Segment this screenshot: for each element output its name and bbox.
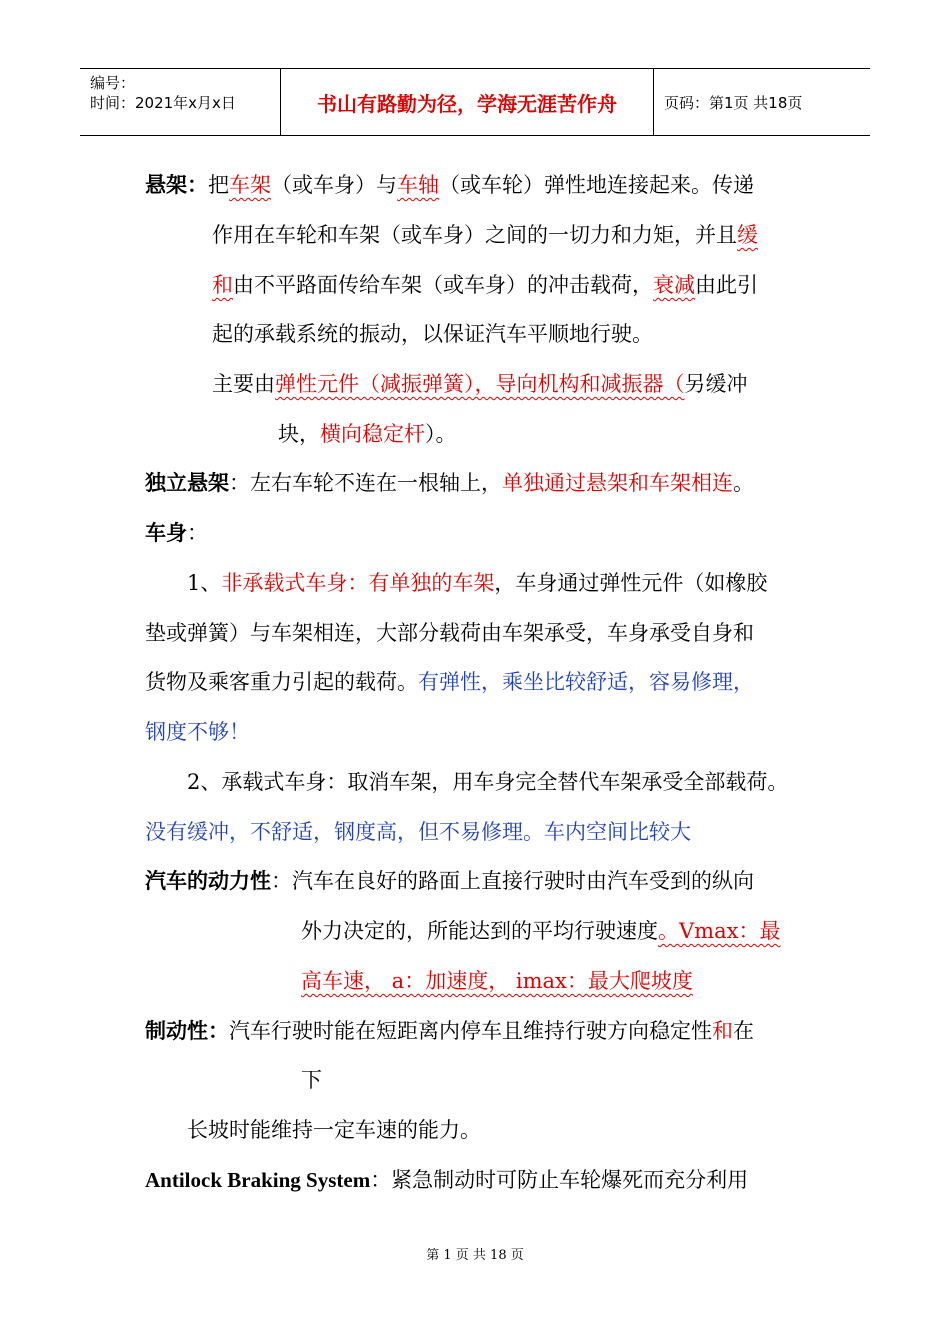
text: （或车轮）弹性地连接起来。传递 — [439, 173, 754, 197]
term-vmax: 。Vmax：最 — [658, 919, 781, 943]
text: 另缓冲 — [684, 372, 748, 396]
body-1-line-1 — [187, 568, 767, 598]
text: ：左右车轮不连在一根轴上， — [229, 471, 502, 495]
suspension-line-4: 起的承载系统的振动，以保证汽车平顺地行驶。 — [212, 322, 653, 346]
number-label: 编号： — [90, 74, 136, 92]
text: 作用在车轮和车架（或车身）之间的一切力和力矩，并且 — [212, 223, 737, 247]
suspension-title: 悬架： — [145, 172, 208, 197]
suspension-line-5 — [212, 369, 748, 399]
braking-line-2: 下 — [301, 1068, 322, 1092]
blue-note: 有弹性，乘坐比较舒适，容易修理， — [418, 670, 754, 694]
header-page-info: 页码：第1页 共18页 — [664, 93, 803, 112]
text: （或车身）与 — [271, 173, 397, 197]
term-cushion: 缓 — [737, 223, 758, 247]
body-heading — [145, 518, 208, 548]
text: 主要由 — [212, 372, 275, 396]
text: 货物及乘客重力引起的载荷。 — [145, 670, 418, 694]
text: 汽车行驶时能在短距离内停车且维持行驶方向稳定性 — [229, 1019, 712, 1043]
header-motto: 书山有路勤为径，学海无涯苦作舟 — [281, 69, 654, 135]
body-1-line-3 — [145, 667, 754, 697]
term-frame: 车架 — [229, 173, 271, 197]
term-components: 弹性元件（减振弹簧），导向机构和减振器（ — [275, 372, 685, 396]
term-non-load-bearing: 非承载式车身：有单独的车架 — [221, 571, 495, 595]
text: 。 — [733, 471, 754, 495]
braking-line-1 — [145, 1016, 754, 1046]
text: 块， — [278, 422, 320, 446]
dynamics-line-1 — [145, 866, 754, 896]
text: 由不平路面传给车架（或车身）的冲击载荷， — [233, 273, 653, 297]
dynamics-line-3: 高车速， a：加速度， imax：最大爬坡度 — [301, 969, 693, 993]
abs-title: Antilock Braking System — [145, 1168, 371, 1192]
term-cushion-2: 和 — [212, 273, 233, 297]
text: ： — [187, 521, 208, 545]
term-axle: 车轴 — [397, 173, 439, 197]
header-left-cell — [80, 69, 281, 135]
term-independent: 单独通过悬架和车架相连 — [502, 471, 733, 495]
text: ：紧急制动时可防止车轮爆死而充分利用 — [370, 1168, 749, 1192]
page-footer: 第 1 页 共 18 页 — [426, 1248, 524, 1263]
body-1-line-2: 垫或弹簧）与车架相连，大部分载荷由车架承受，车身承受自身和 — [145, 621, 754, 645]
header-table — [80, 68, 870, 136]
braking-line-3: 长坡时能维持一定车速的能力。 — [187, 1118, 481, 1142]
body-1-line-4: 钢度不够！ — [145, 720, 250, 744]
text: 外力决定的，所能达到的平均行驶速度 — [301, 919, 658, 943]
independent-suspension-line — [145, 468, 754, 498]
text: ，车身通过弹性元件（如橡胶 — [494, 571, 768, 595]
suspension-line-3 — [212, 270, 758, 300]
dynamics-line-2 — [301, 916, 780, 946]
term-stabilizer: 横向稳定杆 — [320, 422, 425, 446]
text: ：汽车在良好的路面上直接行驶时由汽车受到的纵向 — [271, 869, 754, 893]
braking-title: 制动性： — [145, 1018, 229, 1043]
body-2-line-1: 2、承载式车身：取消车架，用车身完全替代车架承受全部载荷。 — [187, 770, 789, 794]
dynamics-title: 汽车的动力性 — [145, 868, 271, 893]
time-label: 时间：2021年x月x日 — [90, 94, 236, 112]
text: 把 — [208, 173, 229, 197]
text: 在 — [733, 1019, 754, 1043]
text: 由此引 — [695, 273, 758, 297]
body-title: 车身 — [145, 520, 187, 545]
body-2-line-2: 没有缓冲，不舒适，钢度高，但不易修理。车内空间比较大 — [145, 820, 691, 844]
suspension-line-2 — [212, 220, 758, 250]
term-attenuate: 衰减 — [653, 273, 695, 297]
text: 1、 — [187, 571, 222, 595]
suspension-line-1 — [145, 170, 754, 200]
independent-title: 独立悬架 — [145, 470, 229, 495]
text: ）。 — [425, 422, 457, 446]
suspension-line-6 — [278, 419, 457, 449]
term-and: 和 — [712, 1019, 733, 1043]
abs-line-1 — [145, 1165, 748, 1195]
